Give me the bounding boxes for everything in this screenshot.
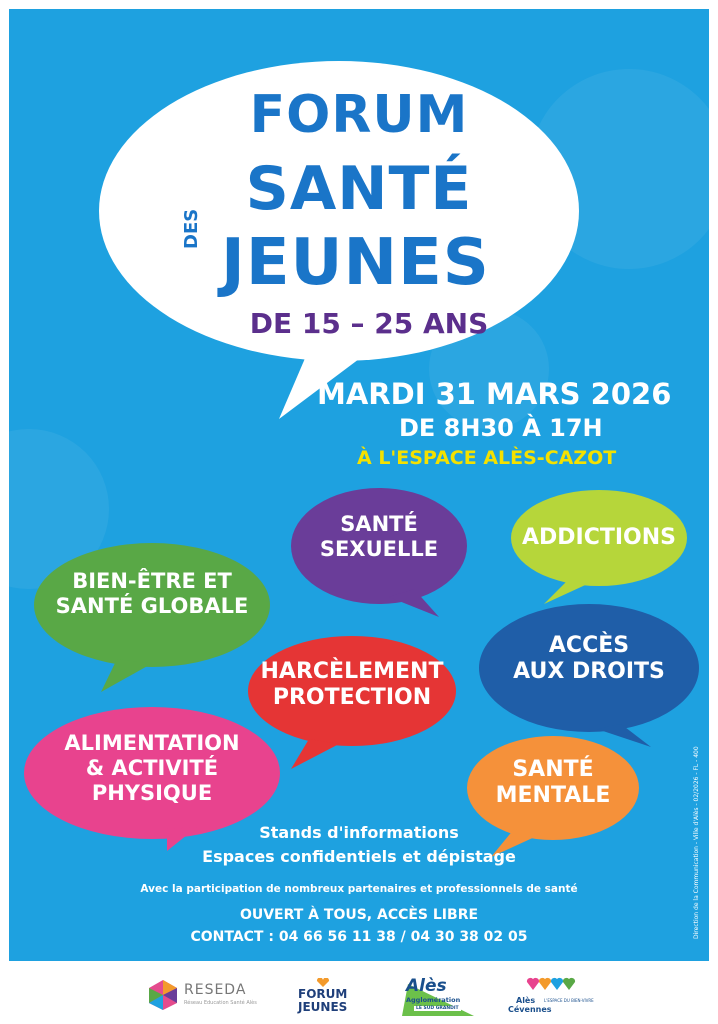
title-des: DES (181, 208, 202, 249)
bubble-line: AUX DROITS (513, 659, 665, 685)
forum-jeunes-logo (298, 978, 358, 1018)
bubble-line: MENTALE (495, 783, 611, 809)
event-hours: DE 8H30 À 17H (399, 414, 603, 442)
ales-logo-tag: LE SUD GRANDIT (416, 1006, 459, 1011)
bubble-line: ACCÈS (548, 633, 630, 658)
ales-cevennes-logo (508, 976, 598, 1020)
bubble-line: SANTÉ GLOBALE (55, 594, 249, 619)
info-open: OUVERT À TOUS, ACCÈS LIBRE (239, 907, 479, 923)
reseda-name: RESEDA (184, 982, 247, 998)
bubble-label-alimentation (27, 731, 277, 807)
hearts-icon (526, 976, 576, 992)
bubble-line: ADDICTIONS (521, 525, 677, 550)
ales-agglo-logo (398, 976, 478, 1020)
info-stands: Stands d'informations (259, 823, 459, 842)
bubble-line: SEXUELLE (319, 537, 439, 562)
ales-cev-name-b: Cévennes (508, 1005, 552, 1014)
bubble-label-harcelement (248, 659, 456, 712)
bubble-label-acces-droits (479, 633, 699, 686)
title-jeunes: JEUNES (221, 226, 490, 300)
info-participation: Avec la participation de nombreux partenaires et professionnels de santé (140, 883, 578, 895)
bubble-label-bien-etre (39, 569, 265, 619)
bubble-line: SANTÉ (340, 512, 418, 536)
age-range: DE 15 – 25 ANS (249, 307, 489, 340)
reseda-subtitle: Réseau Education Santé Alès (184, 1000, 257, 1006)
bubble-line: ALIMENTATION (64, 731, 240, 755)
bubble-line: PROTECTION (272, 685, 432, 711)
bubble-line: HARCÈLEMENT (260, 659, 444, 684)
bubble-line: SANTÉ (512, 757, 594, 782)
bubble-line: & ACTIVITÉ (85, 756, 219, 781)
bubbles-graphic (9, 9, 709, 961)
ales-cev-name-a: Alès (516, 996, 536, 1005)
bubble-label-sante-mentale (469, 757, 637, 810)
bubble-line: PHYSIQUE (91, 781, 213, 806)
ales-cev-tag: L'ESPACE DU BIEN-VIVRE (544, 998, 594, 1003)
event-venue: À L'ESPACE ALÈS-CAZOT (357, 447, 617, 469)
ales-logo-name: Alès (406, 976, 447, 996)
info-contact: CONTACT : 04 66 56 11 38 / 04 30 38 02 05 (190, 929, 528, 945)
title-sante: SANTÉ (245, 154, 473, 224)
forum-logo-text-b: JEUNES (298, 1000, 348, 1014)
ales-logo-sub: Agglomération (406, 996, 461, 1004)
info-espaces: Espaces confidentiels et dépistage (202, 847, 516, 866)
title-forum: FORUM (249, 85, 469, 145)
reseda-logo (146, 976, 256, 1016)
side-credit: Direction de la Communication - Ville d'Alès - 02/2026 - FL - 400 (693, 746, 700, 939)
forum-logo-text-a: FORUM (298, 987, 348, 1001)
bubble-line: BIEN-ÊTRE ET (72, 569, 232, 593)
bubble-label-sante-sexuelle (291, 512, 467, 562)
bubble-label-addictions (511, 525, 687, 551)
event-date: MARDI 31 MARS 2026 (317, 377, 672, 411)
poster (9, 9, 709, 961)
reseda-emblem-icon (146, 978, 180, 1012)
